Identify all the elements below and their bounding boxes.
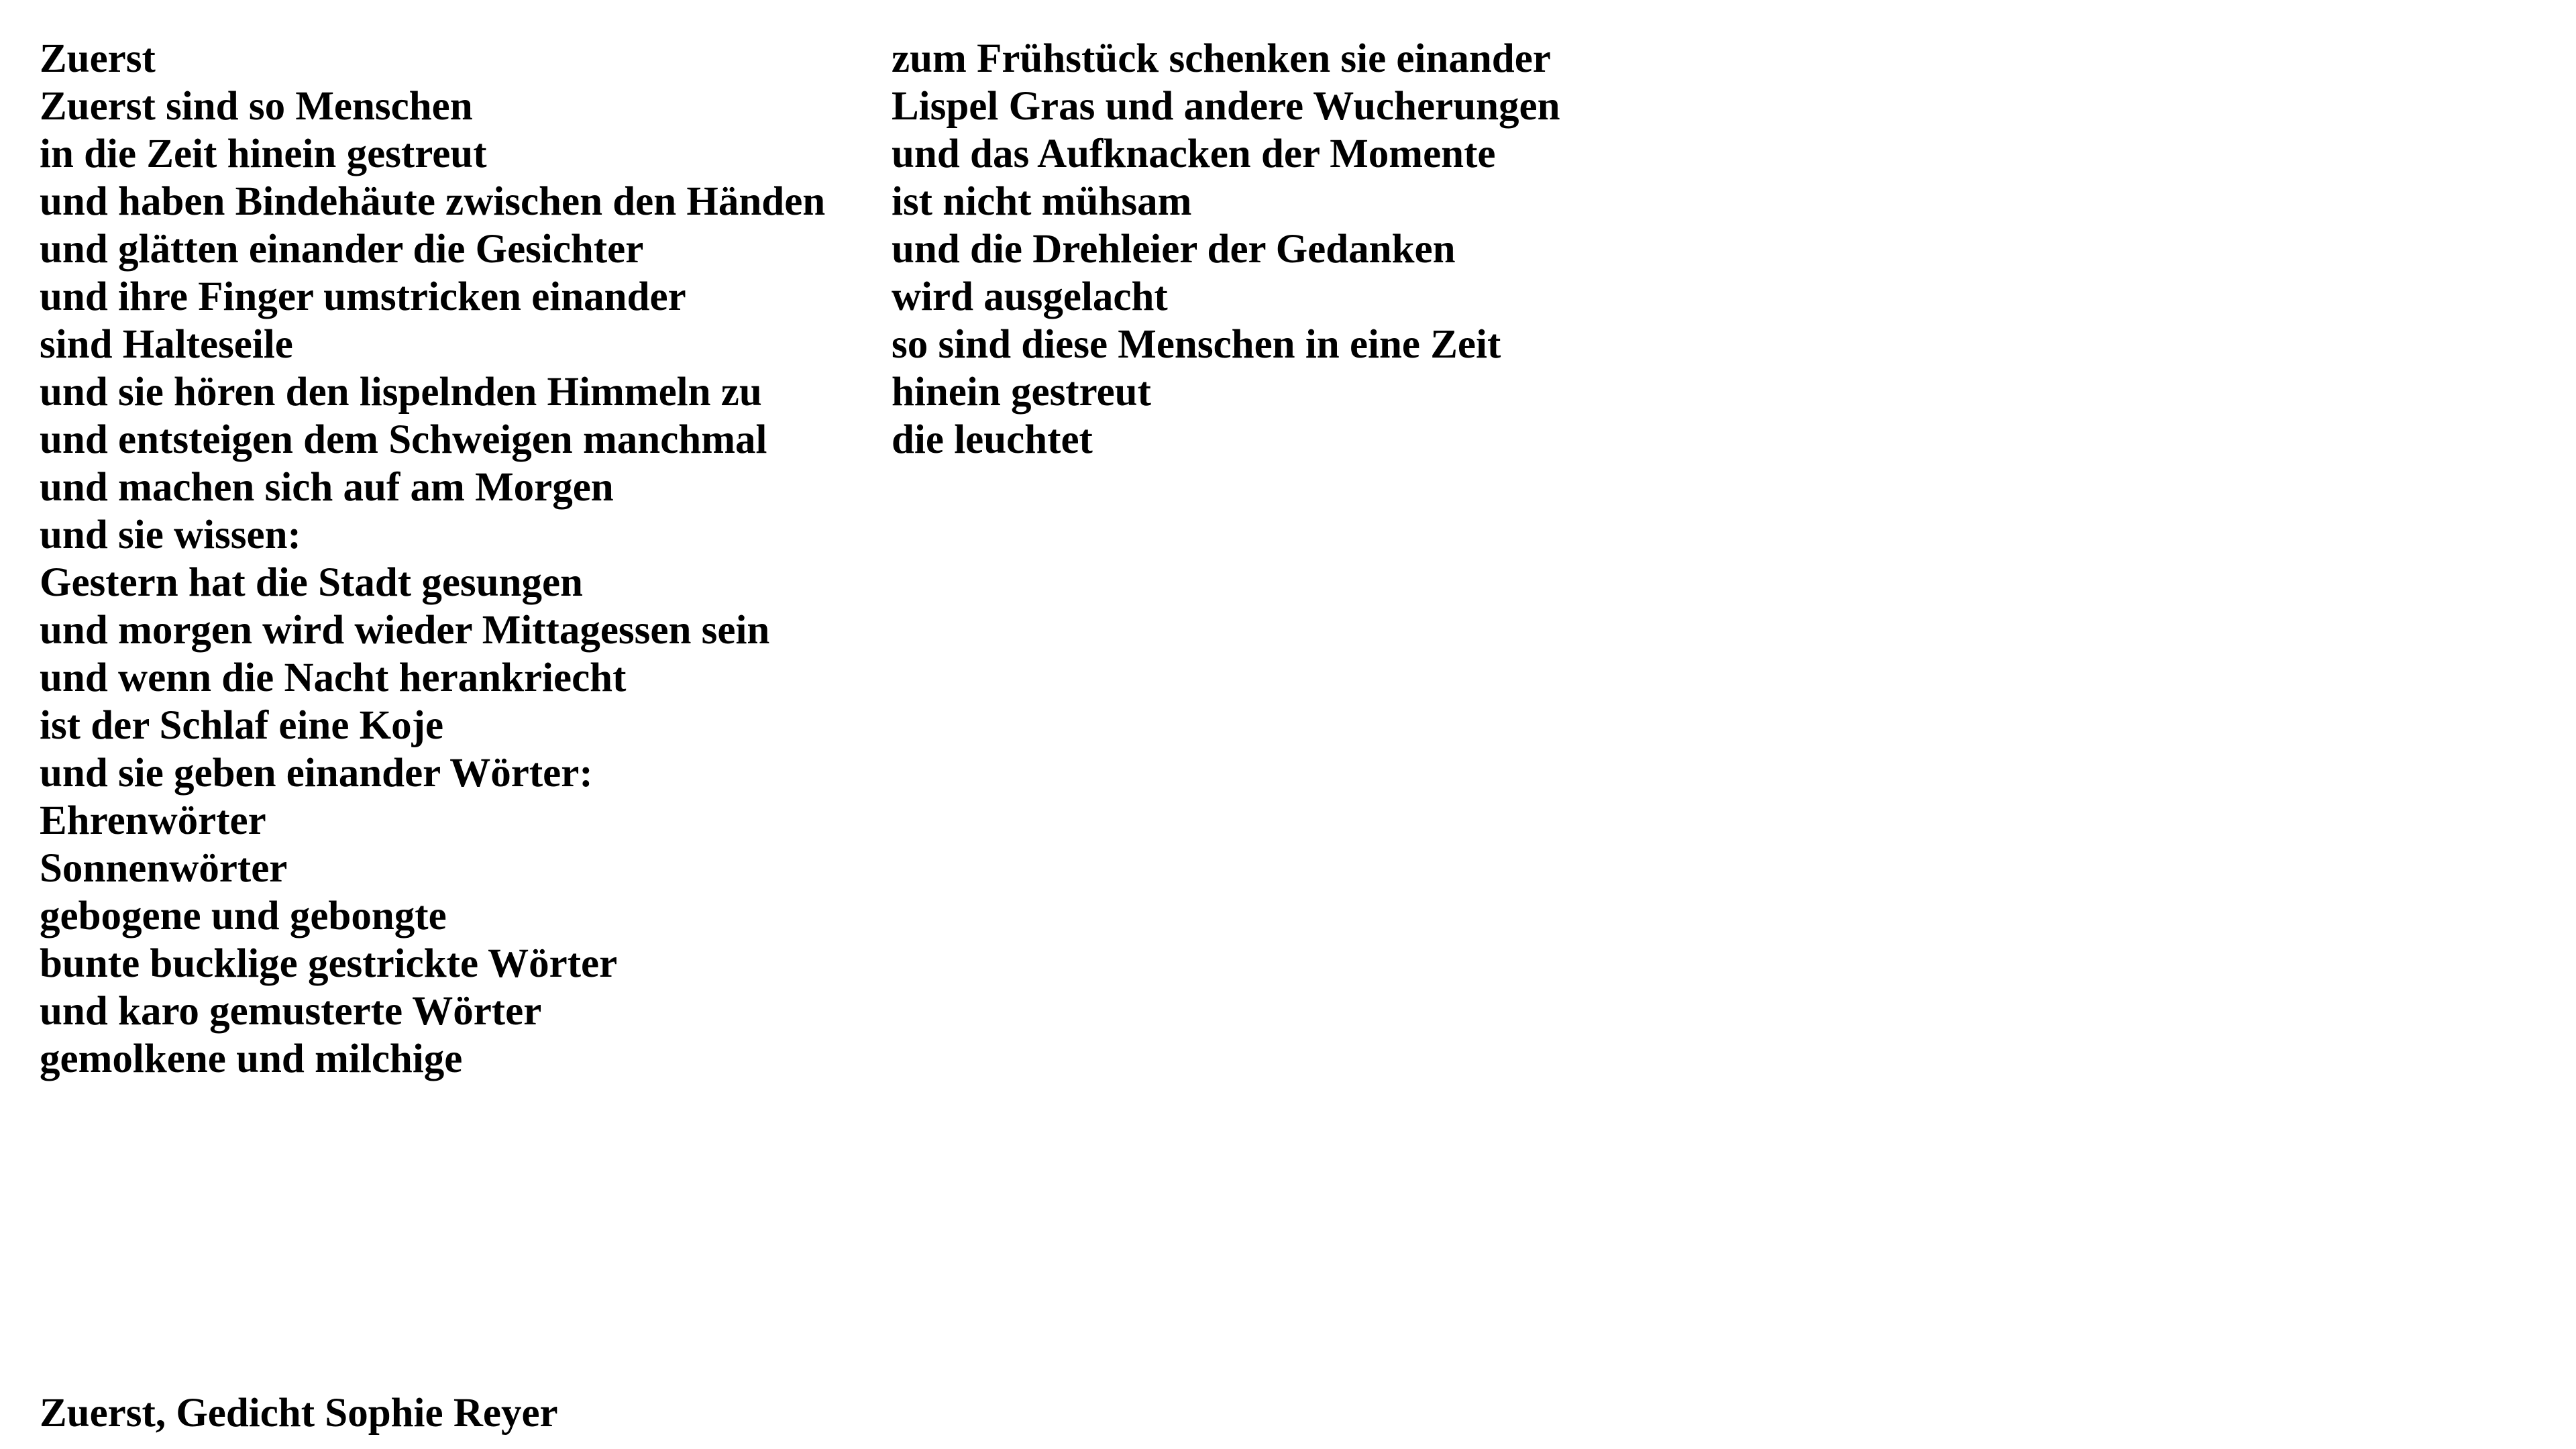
poem-line: bunte bucklige gestrickte Wörter: [40, 941, 618, 986]
poem-line: sind Halteseile: [40, 322, 293, 367]
poem-line: Zuerst sind so Menschen: [40, 84, 473, 129]
poem-line: und sie hören den lispelnden Himmeln zu: [40, 370, 762, 415]
poem-line: gebogene und gebongte: [40, 894, 447, 938]
poem-line: und machen sich auf am Morgen: [40, 465, 614, 510]
poem-line: Zuerst: [40, 36, 156, 81]
poem-line: und glätten einander die Gesichter: [40, 227, 644, 272]
poem-line: hinein gestreut: [892, 370, 1151, 415]
poem-line: ist nicht mühsam: [892, 179, 1192, 224]
poem-caption: Zuerst, Gedicht Sophie Reyer: [40, 1391, 558, 1436]
poem-line: gemolkene und milchige: [40, 1036, 463, 1081]
poem-right-column: [892, 35, 1560, 464]
poem-line: und wenn die Nacht herankriecht: [40, 655, 627, 700]
poem-line: Lispel Gras und andere Wucherungen: [892, 84, 1560, 129]
poem-line: so sind diese Menschen in eine Zeit: [892, 322, 1501, 367]
poem-line: wird ausgelacht: [892, 274, 1168, 319]
poem-left-column: [40, 35, 825, 1083]
poem-line: und ihre Finger umstricken einander: [40, 274, 686, 319]
poem-line: Ehrenwörter: [40, 798, 266, 843]
poem-line: und karo gemusterte Wörter: [40, 989, 542, 1034]
poem-line: und die Drehleier der Gedanken: [892, 227, 1456, 272]
poem-line: und das Aufknacken der Momente: [892, 131, 1496, 176]
poem-line: in die Zeit hinein gestreut: [40, 131, 487, 176]
poem-line: und sie wissen:: [40, 513, 301, 557]
poem-line: und sie geben einander Wörter:: [40, 751, 593, 796]
poem-line: und morgen wird wieder Mittagessen sein: [40, 608, 770, 653]
poem-line: und haben Bindehäute zwischen den Händen: [40, 179, 826, 224]
poem-line: Sonnenwörter: [40, 846, 288, 891]
poem-line: Gestern hat die Stadt gesungen: [40, 560, 583, 605]
poem-line: die leuchtet: [892, 417, 1093, 462]
poem-line: und entsteigen dem Schweigen manchmal: [40, 417, 767, 462]
poem-line: zum Frühstück schenken sie einander: [892, 36, 1551, 81]
poem-line: ist der Schlaf eine Koje: [40, 703, 444, 748]
